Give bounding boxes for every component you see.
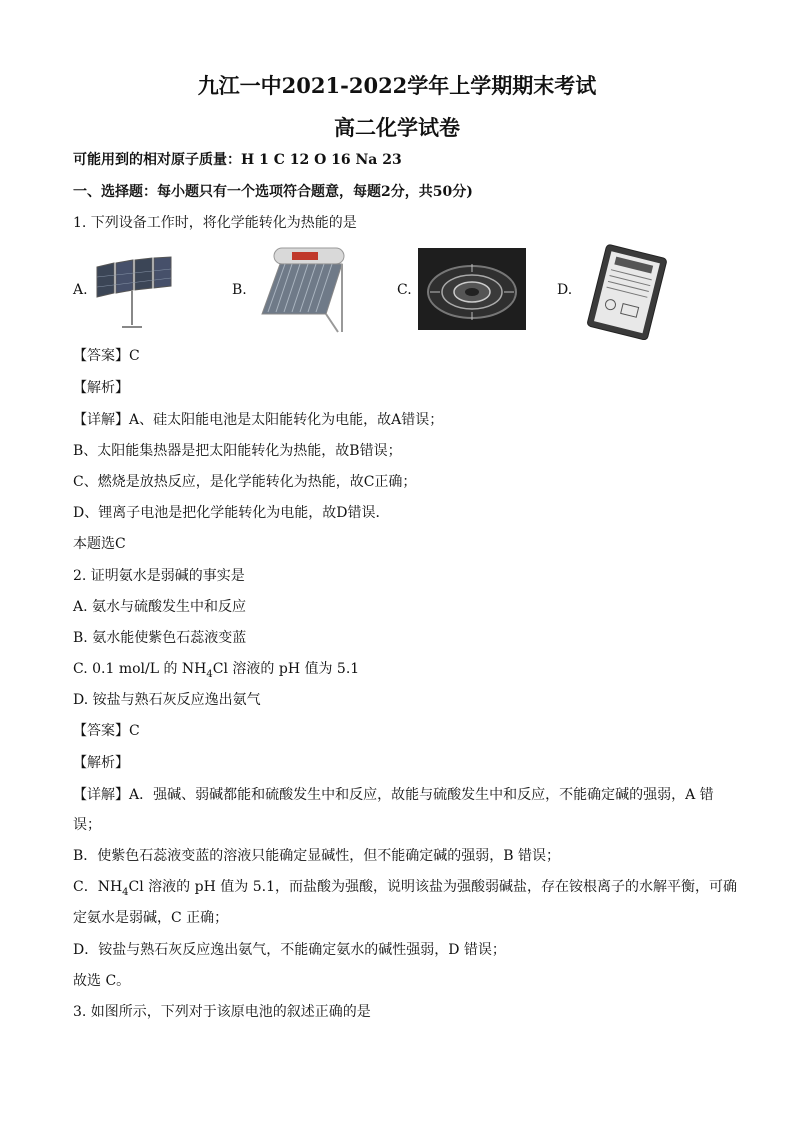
q1-detail-a: 【详解】A、硅太阳能电池是太阳能转化为电能，故A错误； xyxy=(73,412,444,428)
section-heading: 一、选择题：每小题只有一个选项符合题意，每题2分，共50分) xyxy=(73,184,473,200)
page-subtitle: 高二化学试卷 xyxy=(334,115,460,140)
q2-option-c-text-1: C. 0.1 mol/L 的 NH xyxy=(73,661,207,677)
q1-option-a-label: A. xyxy=(73,282,88,298)
q2-conclusion: 故选 C。 xyxy=(73,973,131,989)
q2-stem: 2. 证明氨水是弱碱的事实是 xyxy=(73,568,245,584)
q2-option-b: B. 氨水能使紫色石蕊液变蓝 xyxy=(73,630,247,646)
gas-stove-burner-icon xyxy=(418,248,526,330)
q1-detail-d: D、锂离子电池是把化学能转化为电能，故D错误． xyxy=(73,505,390,521)
lithium-battery-icon xyxy=(578,244,674,340)
q2-option-c-subscript: 4 xyxy=(206,668,213,680)
q2-option-c xyxy=(73,659,723,685)
q2-detail-a-line2: 误； xyxy=(73,817,101,833)
q1-answer: 【答案】C xyxy=(73,348,140,364)
solar-water-heater-icon xyxy=(252,244,348,336)
q1-option-c-label: C. xyxy=(397,282,412,298)
q2-detail-c-text-1: C．NH xyxy=(73,879,123,895)
q2-detail-c-text-2: Cl 溶液的 pH 值为 5.1，而盐酸为强酸，说明该盐为强酸弱碱盐，存在铵根离子的水解平衡，可确 xyxy=(128,879,737,895)
q2-option-a: A. 氨水与硫酸发生中和反应 xyxy=(73,599,247,615)
page-title: 九江一中2021-2022学年上学期期末考试 xyxy=(197,73,597,98)
q2-detail-c-subscript: 4 xyxy=(122,886,129,898)
q3-stem: 3. 如图所示，下列对于该原电池的叙述正确的是 xyxy=(73,1004,371,1020)
q1-option-d-label: D. xyxy=(557,282,573,298)
q2-option-c-text-2: Cl 溶液的 pH 值为 5.1 xyxy=(212,661,360,677)
q1-detail-c: C、燃烧是放热反应，是化学能转化为热能，故C正确； xyxy=(73,474,417,490)
solar-panel-icon xyxy=(92,255,174,335)
q2-analysis-label: 【解析】 xyxy=(73,755,129,771)
q2-detail-c-line1 xyxy=(73,877,737,903)
q2-detail-d: D．铵盐与熟石灰反应逸出氨气，不能确定氨水的碱性强弱，D 错误； xyxy=(73,942,506,958)
q1-conclusion: 本题选C xyxy=(73,536,126,552)
q1-analysis-label: 【解析】 xyxy=(73,380,129,396)
q2-detail-a-line1: 【详解】A．强碱、弱碱都能和硫酸发生中和反应，故能与硫酸发生中和反应，不能确定碱的强弱，A 错 xyxy=(73,787,714,803)
q1-stem: 1. 下列设备工作时，将化学能转化为热能的是 xyxy=(73,215,357,231)
atomic-mass-line: 可能用到的相对原子质量：H 1 C 12 O 16 Na 23 xyxy=(73,152,402,168)
q2-answer: 【答案】C xyxy=(73,723,140,739)
q2-detail-c-line2: 定氨水是弱碱，C 正确； xyxy=(73,910,229,926)
q2-option-d: D. 铵盐与熟石灰反应逸出氨气 xyxy=(73,692,261,708)
q2-detail-b: B．使紫色石蕊液变蓝的溶液只能确定显碱性，但不能确定碱的强弱，B 错误； xyxy=(73,848,561,864)
q1-option-b-label: B. xyxy=(232,282,247,298)
q1-detail-b: B、太阳能集热器是把太阳能转化为热能，故B错误； xyxy=(73,443,402,459)
